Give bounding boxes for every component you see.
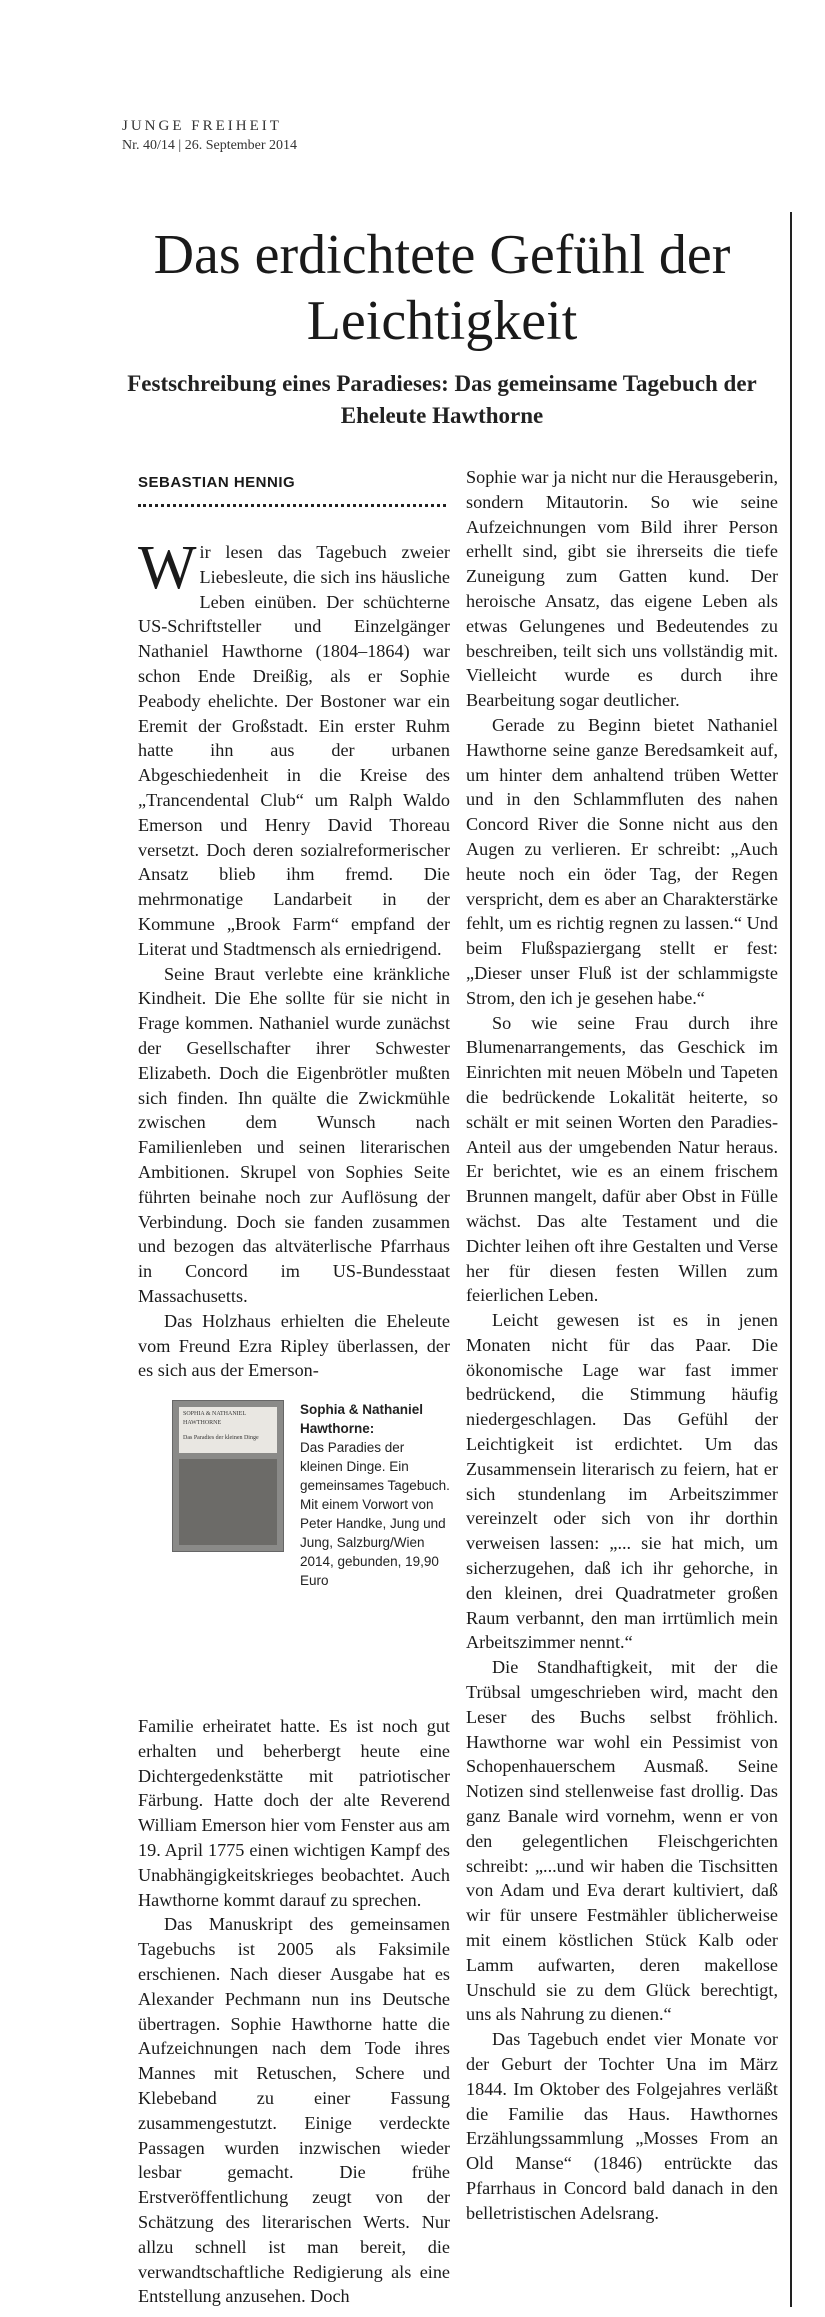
- headline: Das erdichtete Gefühl der Leichtigkeit: [153, 224, 731, 352]
- book-caption-title: Sophia & Nathaniel Hawthorne:: [300, 1402, 424, 1436]
- subheadline: Festschreibung eines Paradieses: Das gemeinsame Tagebuch der Eheleute Hawthorne: [127, 371, 757, 428]
- article-column-1-bottom: [138, 1714, 450, 2309]
- author-byline: SEBASTIAN HENNIG: [138, 474, 296, 491]
- article-column-2: [466, 465, 778, 2226]
- paragraph: Seine Braut verlebte eine kränkliche Kindheit. Die Ehe sollte für sie nicht in Frage kommen. Nathaniel wurde zunächst der Gesellschafter ihrer Schwester Elizabeth. Doch die Eigenbrötler mußten sich finden. Ihn quälte die Zwickmühle zwischen dem Wunsch nach Familienleben und seinen literarischen Ambitionen. Skrupel von Sophies Seite führten beinahe noch zur Auflösung der Verbindung. Doch sie fanden zusammen und bezogen das altväterlische Pfarrhaus in Concord im US-Bundesstaat Massachusetts.: [138, 963, 450, 1306]
- paragraph: Gerade zu Beginn bietet Nathaniel Hawthorne seine ganze Beredsamkeit auf, um hinter dem anhaltend trüben Wetter und in den Schlammfluten des nahen Concord River die Sonne nicht aus den Augen zu verlieren. Er schreibt: „Auch heute noch ein öder Tag, der Regen verspricht, dem es aber an Charakterstärke fehlt, um es richtig regnen zu lassen.“ Und beim Flußspaziergang stellt er fest: „Dieser unser Fluß ist der schlammigste Strom, den ich je gesehen habe.“: [466, 714, 778, 1008]
- book-cover-text: SOPHIA & NATHANIEL HAWTHORNE: [183, 1411, 246, 1426]
- masthead: [122, 116, 297, 156]
- paragraph: Das Tagebuch endet vier Monate vor der Geburt der Tochter Una im März 1844. Im Oktober des Folgejahres verläßt die Familie das Haus. Hawthornes Erzählungssammlung „Mosses From an Old Manse“ (1846) entrückte das Pfarrhaus in Concord bald danach in den belletristischen Adelsrang.: [466, 2029, 778, 2223]
- paragraph: Die Standhaftigkeit, mit der die Trübsal umgeschrieben wird, macht den Leser des Buchs selbst fröhlich. Hawthorne war wohl ein Pessimist von Schopenhauerschem Ausmaß. Seine Notizen sind stellenweise fast drollig. Das ganz Banale wird vornehm, wenn er von den gelegentlichen Fleischgerichten schreibt: „...und wir haben die Tischsitten von Adam und Eva derart kultiviert, daß wir für unsere Festmähler üblicherweise mit einem köstlichen Stück Kalb oder Lamm aufwarten, deren makellose Unschuld sie zu dem Glück berechtigt, uns als Nahrung zu dienen.“: [466, 1657, 778, 2025]
- paragraph: So wie seine Frau durch ihre Blumenarrangements, das Geschick im Einrichten mit neuen Möbeln und Tapeten die bedrückende Lokalität heiterte, so schält er mit seinen Worten den Paradies-Anteil aus der umgebenden Natur heraus. Er berichtet, wie es an einem frischem Brunnen mangelt, dafür aber Obst in Fülle wächst. Das alte Testament und die Dichter leihen oft ihre Gestalten und Verse her für diesen festen Willen zum feierlichen Leben.: [466, 1012, 778, 1306]
- book-inset: [172, 1400, 452, 1700]
- paragraph: Familie erheiratet hatte. Es ist noch gut erhalten und beherbergt heute eine Dichtergedenkstätte mit patriotischer Färbung. Hatte doch der alte Reverend William Emerson hier vom Fenster aus am 19. April 1775 einen wichtigen Kampf des Unabhängigkeitskrieges beobachtet. Auch Hawthorne kommt darauf zu sprechen.: [138, 1716, 450, 1910]
- issue-date: Nr. 40/14 | 26. September 2014: [122, 138, 298, 153]
- article-column-1-top: [138, 534, 450, 1383]
- paragraph-text: ir lesen das Tagebuch zweier Liebesleute, die sich ins häusliche Leben einüben. Der schüchterne US-Schriftsteller und Einzelgänger Nathaniel Hawthorne (1804–1864) war schon Ende Dreißig, als er Sophie Peabody ehelichte. Der Bostoner war ein Eremit der Großstadt. Ein erster Ruhm hatte ihn aus der urbanen Abgeschiedenheit in die Kreise des „Trancendental Club“ um Ralph Waldo Emerson und Henry David Thoreau versetzt. Doch deren sozialreformerischer Ansatz blieb ihm fremd. Die mehrmonatige Landarbeit in der Kommune „Brook Farm“ empfand der Literat und Stadtmensch als erniedrigend.: [138, 542, 450, 959]
- paragraph: [138, 534, 450, 962]
- paragraph: Sophie war ja nicht nur die Herausgeberin, sondern Mitautorin. So wie seine Aufzeichnungen vom Bild ihrer Person erhellt sind, gibt sie ihrerseits die tiefe Zuneigung zum Gatten kund. Der heroische Ansatz, das eigene Leben als etwas Gelungenes und Bedeutendes zu beschreiben, teilt sich uns vollständig mit. Vielleicht wurde es durch ihre Bearbeitung sogar deutlicher.: [466, 467, 778, 711]
- book-caption-text: Das Paradies der kleinen Dinge. Ein gemeinsames Tagebuch. Mit einem Vorwort von Peter Handke, Jung und Jung, Salzburg/Wien 2014, gebunden, 19,90 Euro: [300, 1440, 450, 1588]
- book-caption: [300, 1400, 450, 1590]
- paragraph: Das Manuskript des gemeinsamen Tagebuchs ist 2005 als Faksimile erschienen. Nach dieser Ausgabe hat es Alexander Pechmann nun ins Deutsche übertragen. Sophie Hawthorne hatte die Aufzeichnungen nach dem Tode ihres Mannes mit Retuschen, Schere und Klebeband zu einer Fassung zusammengestutzt. Einige verdeckte Passagen wurden inzwischen wieder lesbar gemacht. Die frühe Erstveröffentlichung zeugt von der Schätzung des literarischen Werts. Nur allzu schnell ist man bereit, die verwandtschaftliche Redigierung als eine Entstellung anzusehen. Doch: [138, 1914, 450, 2307]
- paragraph: Das Holzhaus erhielten die Eheleute vom Freund Ezra Ripley überlassen, der es sich aus der Emerson-: [138, 1310, 450, 1381]
- dotted-divider: [138, 504, 446, 507]
- book-cover-subtitle: Das Paradies der kleinen Dinge: [183, 1435, 259, 1441]
- column-rule: [790, 212, 792, 2307]
- paragraph: Leicht gewesen ist es in jenen Monaten nicht für das Paar. Die ökonomische Lage war fast immer bedrückend, die Stimmung häufig niedergeschlagen. Das Gefühl der Leichtigkeit ist erdichtet. Um das Zusammensein literarisch zu feiern, hat er sich stundenlang im Arbeitszimmer vereinzelt oder sich von ihr dorthin verweisen lassen: „... sie hat mich, um sicherzugehen, daß ich ihr gehorche, in den kleinen, drei Quadratmeter großen Raum verbannt, den man irrtümlich mein Arbeitszimmer nennt.“: [466, 1310, 778, 1653]
- book-cover-photo: [179, 1459, 277, 1545]
- drop-cap: W: [138, 534, 197, 602]
- publication-name: JUNGE FREIHEIT: [122, 118, 282, 134]
- book-cover-image: [172, 1400, 284, 1552]
